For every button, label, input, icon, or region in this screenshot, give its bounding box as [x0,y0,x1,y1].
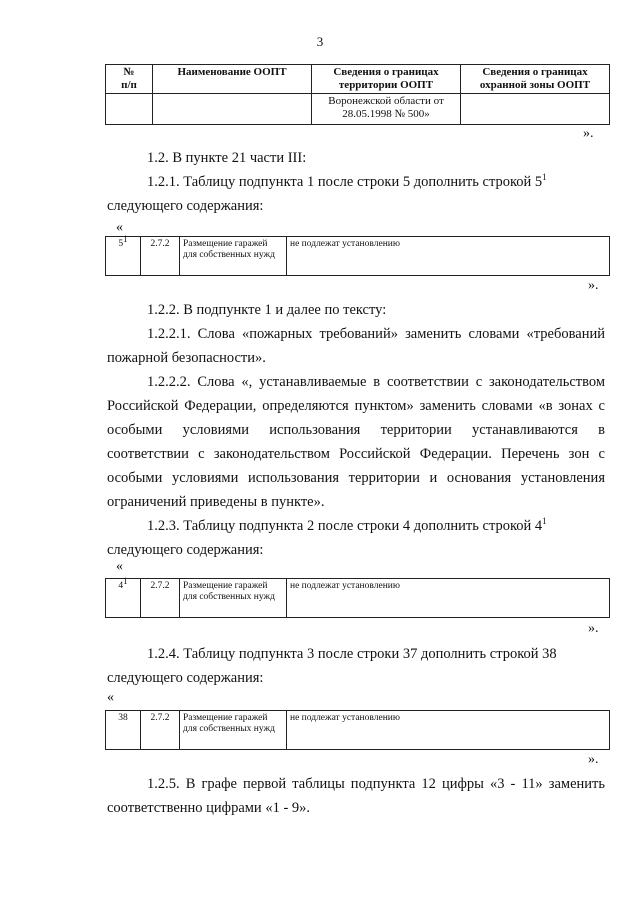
paragraph-1-2: 1.2. В пункте 21 части III: [147,150,307,166]
row-name: Размещение гаражей для собственных нужд [180,711,287,750]
open-quote: « [107,690,114,705]
territory-line-1: Воронежской области от [328,95,444,107]
row-value: не подлежат установлению [287,237,610,276]
table-row [106,579,610,618]
territory-cell [312,94,461,125]
open-quote: « [116,220,123,235]
header-protection-zone: Сведения о границах охранной зоны ООПТ [461,65,610,94]
paragraph-1-2-2-1: 1.2.2.1. Слова «пожарных требований» заменить словами «требований пожарной безопасности». [107,326,605,366]
row-number: 38 [106,711,141,750]
open-quote: « [116,559,123,574]
paragraph-1-2-5: 1.2.5. В графе первой таблицы подпункта 12 цифры «3 - 11» заменить соответственно цифрами «1 - 9». [107,776,605,816]
table-row [106,237,610,276]
table-row [106,711,610,750]
inserted-row-table [105,578,610,618]
paragraph-1-2-3: 1.2.3. Таблицу подпункта 2 после строки 4 дополнить строкой $4^1$ следующего содержания: [107,516,547,558]
page-number: 3 [316,34,324,49]
row-number: 51 [106,237,141,276]
inserted-row-table [105,710,610,750]
close-quote: ». [588,621,599,636]
paragraph-1-2-1: 1.2.1. Таблицу подпункта 1 после строки 5 дополнить строкой $5^1$ следующего содержания: [107,172,547,214]
inserted-row-table [105,236,610,276]
row-value: не подлежат установлению [287,711,610,750]
top-table [105,64,610,125]
paragraph-1-2-2: 1.2.2. В подпункте 1 и далее по тексту: [147,302,387,318]
row-code: 2.7.2 [141,237,180,276]
row-code: 2.7.2 [141,579,180,618]
header-number: № п/п [106,65,153,94]
header-territory-borders: Сведения о границах территории ООПТ [312,65,461,94]
paragraph-1-2-2-2: 1.2.2.2. Слова «, устанавливаемые в соответствии с законодательством Российской Федерации, определяются пунктом» заменить словами «в зонах с особыми условиями использования территории устанавливаются в соответствии с законодательством Российской Федерации. Перечень зон с особыми условиями использования территории и основания установления ограничений приведены в пункте». [107,374,605,510]
row-value: не подлежат установлению [287,579,610,618]
close-quote: ». [588,278,599,293]
table-header-row [106,65,610,94]
territory-line-2: 28.05.1998 № 500» [342,108,430,120]
table-row [106,94,610,125]
row-number: 41 [106,579,141,618]
close-quote: ». [588,752,599,767]
close-quote: ». [583,126,594,141]
paragraph-1-2-4: 1.2.4. Таблицу подпункта 3 после строки 37 дополнить строкой 38 следующего содержания: [107,646,557,686]
row-code: 2.7.2 [141,711,180,750]
row-name: Размещение гаражей для собственных нужд [180,237,287,276]
header-name: Наименование ООПТ [153,65,312,94]
row-name: Размещение гаражей для собственных нужд [180,579,287,618]
